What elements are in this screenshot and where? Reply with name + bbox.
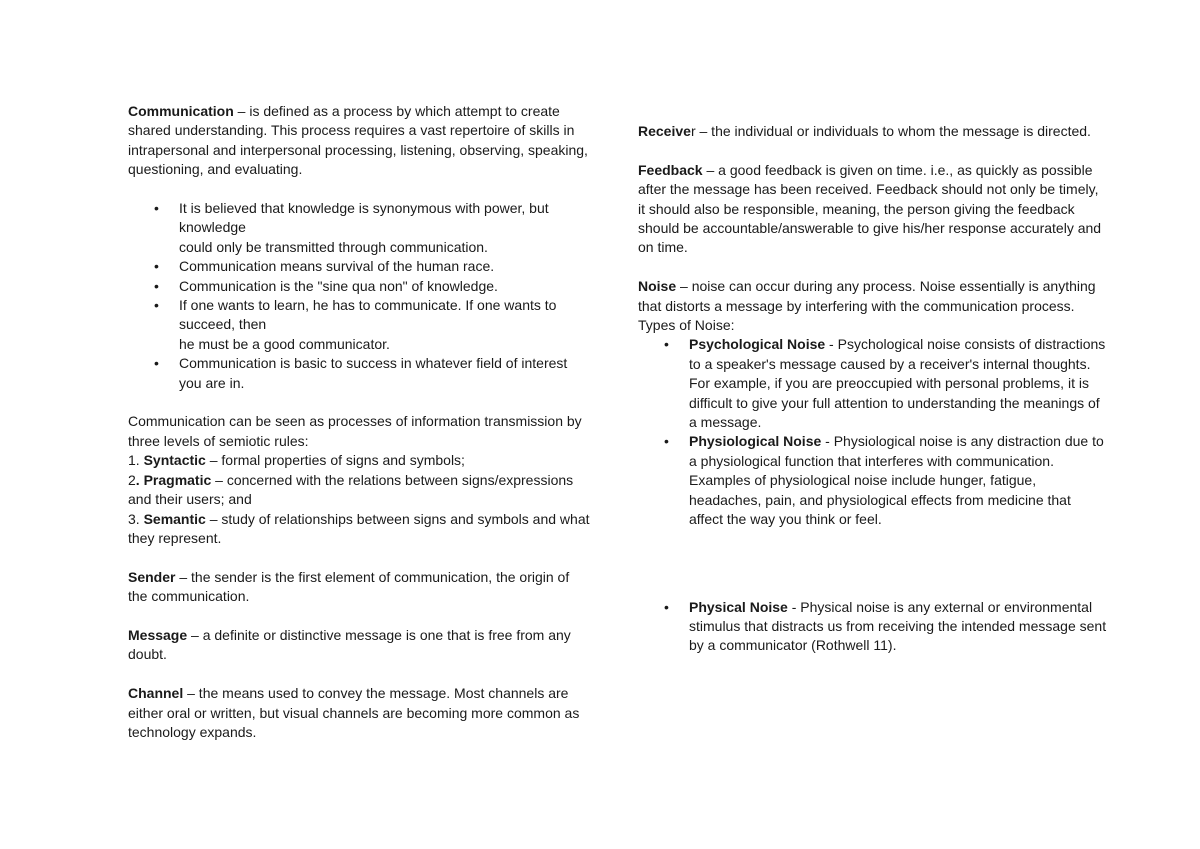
physiological-noise-term: Physiological Noise bbox=[689, 433, 822, 450]
rule-number: 1. bbox=[128, 452, 144, 469]
psychological-noise-term: Psychological Noise bbox=[689, 336, 826, 353]
list-item bbox=[128, 277, 590, 296]
right-column bbox=[638, 122, 1108, 656]
list-item bbox=[128, 199, 590, 257]
list-item bbox=[128, 257, 590, 276]
left-column bbox=[128, 102, 590, 742]
semantic-text: – study of relationships between signs and symbols and what they represent. bbox=[128, 510, 590, 546]
bullet-text: he must be a good communicator. bbox=[179, 335, 390, 352]
rule-number: 2 bbox=[128, 471, 136, 488]
syntactic-text: – formal properties of signs and symbols; bbox=[205, 452, 465, 469]
sender-definition bbox=[128, 568, 590, 607]
receiver-term: Receive bbox=[638, 123, 691, 139]
sender-term: Sender bbox=[128, 568, 176, 585]
channel-text: – the means used to convey the message. Most channels are either oral or written, but visual channels are becoming more common as technology expands. bbox=[128, 685, 580, 740]
feedback-definition bbox=[638, 161, 1108, 258]
list-item bbox=[638, 598, 1108, 656]
spacer bbox=[638, 530, 1108, 598]
semiotic-rule-pragmatic bbox=[128, 471, 590, 510]
semiotic-rule-semantic bbox=[128, 510, 590, 549]
physiological-noise-text: - Physiological noise is any distraction due to a physiological function that interferes with communication. Examples of physiological noise include hunger, fatigue, headaches, pain, and physiological effects from medicine that affect the way you think or feel. bbox=[689, 433, 1104, 528]
message-definition bbox=[128, 626, 590, 665]
list-item bbox=[638, 335, 1108, 432]
semiotic-intro: Communication can be seen as processes of information transmission by three levels of semiotic rules: bbox=[128, 413, 582, 449]
spacer bbox=[128, 393, 590, 412]
pragmatic-text: – concerned with the relations between signs/expressions and their users; and bbox=[128, 471, 574, 508]
communication-definition bbox=[128, 102, 590, 180]
spacer bbox=[128, 665, 590, 684]
bullet-text: Communication is basic to success in whatever field of interest you are in. bbox=[179, 355, 568, 391]
noise-text: – noise can occur during any process. Noise essentially is anything that distorts a message by interfering with the communication process. bbox=[638, 278, 1096, 314]
spacer bbox=[128, 607, 590, 626]
bullet-text: If one wants to learn, he has to communicate. If one wants to succeed, then bbox=[179, 297, 557, 333]
channel-definition bbox=[128, 684, 590, 742]
noise-types-list bbox=[638, 335, 1108, 529]
semiotic-rule-syntactic bbox=[128, 451, 590, 470]
bullet-text: Communication means survival of the human race. bbox=[179, 258, 495, 275]
noise-term: Noise bbox=[638, 278, 677, 295]
communication-text: – is defined as a process by which attempt to create shared understanding. This process requires a vast repertoire of skills in intrapersonal and interpersonal processing, listening, observing, speaking, questioning, and evaluating. bbox=[128, 103, 588, 178]
pragmatic-term: . Pragmatic bbox=[135, 471, 212, 488]
channel-term: Channel bbox=[128, 685, 184, 702]
message-text: – a definite or distinctive message is one that is free from any doubt. bbox=[128, 626, 571, 663]
rule-number: 3. bbox=[128, 510, 144, 527]
spacer bbox=[128, 180, 590, 199]
feedback-term: Feedback bbox=[638, 161, 703, 178]
receiver-term-rest: r bbox=[690, 123, 696, 139]
semantic-term: Semantic bbox=[143, 510, 206, 527]
physical-noise-text: - Physical noise is any external or environmental stimulus that distracts us from receiving the intended message sent by a communicator (Rothwell 11). bbox=[689, 598, 1107, 654]
noise-types-list-continued bbox=[638, 598, 1108, 656]
psychological-noise-text: - Psychological noise consists of distractions to a speaker's message caused by a receiver's internal thoughts. For example, if you are preoccupied with personal problems, it is difficult to give your full attention to understanding the meanings of a message. bbox=[689, 336, 1106, 431]
list-item bbox=[128, 296, 590, 354]
spacer bbox=[638, 141, 1108, 160]
spacer bbox=[128, 548, 590, 567]
list-item bbox=[638, 432, 1108, 529]
communication-term: Communication bbox=[128, 103, 234, 119]
list-item bbox=[128, 354, 590, 393]
spacer bbox=[638, 258, 1108, 277]
bullet-text: could only be transmitted through communication. bbox=[179, 238, 488, 255]
receiver-definition bbox=[638, 122, 1108, 141]
sender-text: – the sender is the first element of communication, the origin of the communication. bbox=[128, 568, 570, 605]
bullet-text: Communication is the "sine qua non" of knowledge. bbox=[179, 277, 498, 294]
syntactic-term: Syntactic bbox=[143, 452, 206, 469]
noise-definition bbox=[638, 277, 1108, 316]
communication-bullet-list bbox=[128, 199, 590, 393]
noise-types-label: Types of Noise: bbox=[638, 317, 735, 334]
feedback-text: – a good feedback is given on time. i.e., as quickly as possible after the message has been received. Feedback should not only be timely, it should also be responsible, meaning, the person giving the feedback should be accountable/answerable to give his/her response accurately and on time. bbox=[638, 161, 1102, 256]
bullet-text: It is believed that knowledge is synonymous with power, but knowledge bbox=[179, 200, 549, 236]
receiver-text: – the individual or individuals to whom the message is directed. bbox=[695, 123, 1091, 139]
message-term: Message bbox=[128, 626, 188, 643]
physical-noise-term: Physical Noise bbox=[689, 598, 788, 615]
